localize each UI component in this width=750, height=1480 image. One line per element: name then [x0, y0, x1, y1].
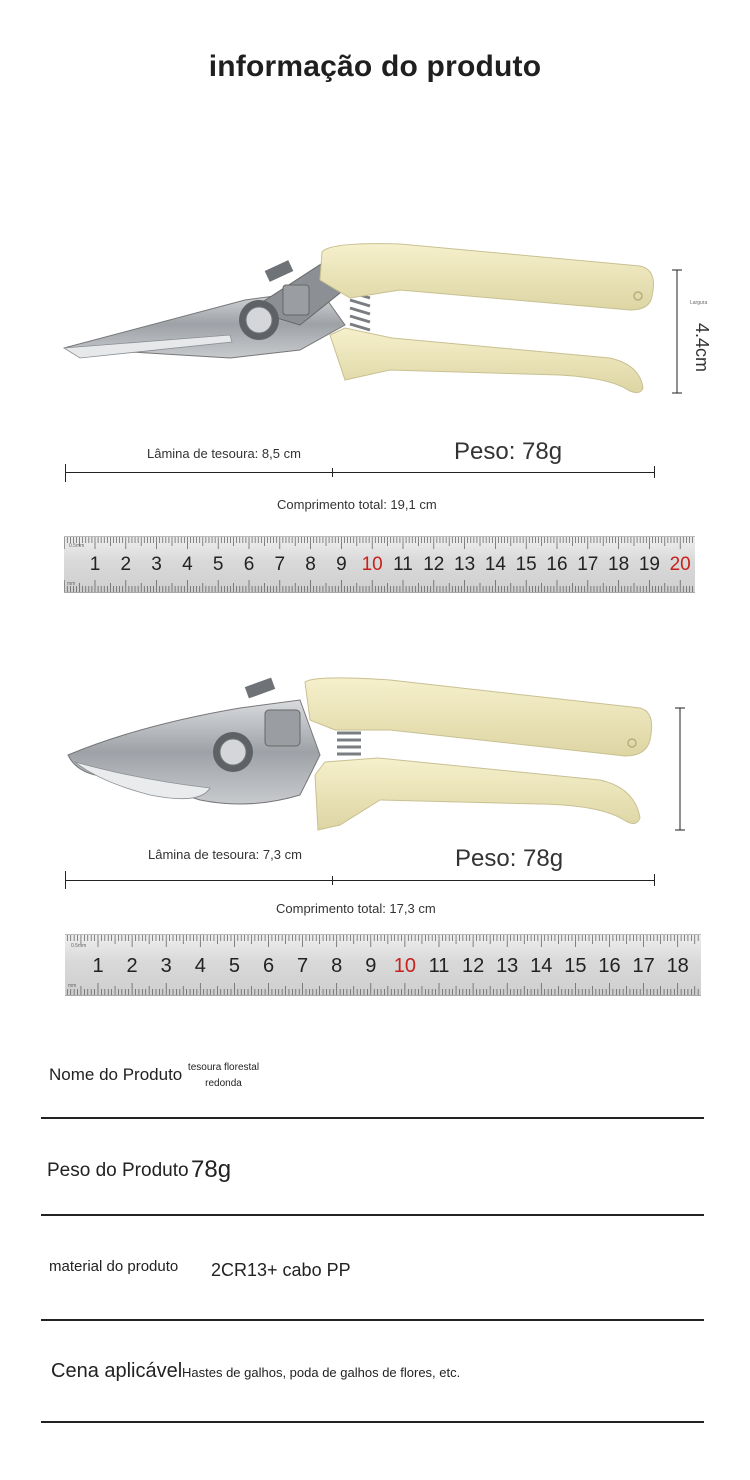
spec-row-name — [41, 1040, 704, 1118]
ruler-unit-label: 0.5mm — [71, 943, 87, 949]
spec-value: 78g — [191, 1156, 232, 1183]
shears-image-straight — [0, 230, 750, 410]
ruler-number: 2 — [126, 955, 138, 977]
spec-value: 2CR13+ cabo PP — [211, 1260, 351, 1280]
spec-row-material — [41, 1217, 704, 1320]
dimension-tick — [332, 876, 333, 885]
ruler-number: 14 — [530, 955, 553, 977]
spec-value-line: tesoura florestal — [187, 1062, 260, 1073]
ruler-number: 16 — [598, 955, 621, 977]
ruler-number: 12 — [461, 955, 485, 977]
ruler-number: 7 — [297, 955, 309, 977]
spec-value: Hastes de galhos, poda de galhos de flores, etc. — [182, 1365, 461, 1380]
spec-row-scene — [41, 1322, 704, 1422]
total-length-label: Comprimento total: 19,1 cm — [277, 497, 437, 512]
spec-key: material do produto — [49, 1258, 179, 1275]
table-divider — [41, 1214, 704, 1216]
dimension-tick — [654, 466, 655, 478]
ruler-number: 18 — [666, 955, 689, 977]
dimension-tick — [65, 464, 66, 482]
ruler-number: 13 — [496, 955, 519, 977]
ruler-number: 20 — [669, 554, 691, 575]
spec-key: Cena aplicável — [51, 1360, 183, 1382]
ruler-number: 6 — [262, 955, 275, 977]
length-dimension-line — [65, 880, 654, 881]
ruler-number: 11 — [393, 554, 413, 575]
page-title: informação do produto — [208, 50, 542, 83]
spec-value-line: redonda — [205, 1078, 242, 1089]
spec-value — [181, 1060, 266, 1092]
blade-length-label: Lâmina de tesoura: 7,3 cm — [148, 847, 302, 862]
total-length-label: Comprimento total: 17,3 cm — [276, 901, 436, 916]
width-label: 4.4cm — [692, 323, 712, 373]
dimension-tick — [65, 871, 66, 889]
ruler-number: 15 — [564, 955, 587, 977]
spec-key: Nome do Produto — [49, 1065, 183, 1084]
weight-label: Peso: 78g — [455, 845, 564, 872]
table-divider — [41, 1117, 704, 1119]
shears-image-curved — [0, 670, 750, 840]
ruler-number: 10 — [361, 554, 383, 575]
spec-row-weight — [41, 1120, 704, 1215]
ruler-number: 4 — [194, 955, 206, 977]
ruler-unit-label: 0.5mm — [69, 543, 85, 549]
ruler-number: 6 — [243, 554, 255, 575]
ruler — [65, 934, 701, 996]
blade-length-label: Lâmina de tesoura: 8,5 cm — [147, 446, 301, 461]
ruler-number: 19 — [638, 554, 660, 575]
ruler-number: 3 — [160, 955, 172, 977]
spec-key: Peso do Produto — [47, 1160, 189, 1181]
ruler-number: 8 — [331, 955, 343, 977]
ruler-number: 2 — [120, 554, 132, 575]
ruler-number: 16 — [546, 554, 568, 575]
width-tiny-label: Largura — [690, 300, 708, 306]
dimension-tick — [654, 874, 655, 886]
ruler-number: 4 — [182, 554, 193, 575]
ruler-number: 10 — [393, 955, 417, 977]
ruler-number: 15 — [515, 554, 537, 575]
ruler-number: 14 — [484, 554, 506, 575]
ruler-number: 17 — [577, 554, 599, 575]
ruler-number: 1 — [89, 554, 101, 575]
ruler-number: 9 — [336, 554, 347, 575]
ruler-number: 9 — [365, 955, 377, 977]
ruler-number: 8 — [305, 554, 316, 575]
table-divider — [41, 1421, 704, 1423]
ruler-mm-label: mm — [67, 581, 76, 587]
length-dimension-line — [65, 472, 654, 473]
weight-label: Peso: 78g — [454, 438, 563, 465]
ruler-number: 13 — [454, 554, 476, 575]
ruler-number: 3 — [151, 554, 162, 575]
table-divider — [41, 1319, 704, 1321]
ruler-number: 11 — [428, 955, 450, 977]
ruler-number: 18 — [608, 554, 630, 575]
dimension-tick — [332, 468, 333, 477]
straight-shears-illustration — [0, 230, 750, 410]
ruler-number: 17 — [632, 955, 655, 977]
ruler-number: 1 — [92, 955, 104, 977]
ruler-mm-label: mm — [68, 983, 77, 989]
ruler — [64, 536, 695, 593]
ruler-number: 5 — [212, 554, 224, 575]
ruler-number: 5 — [228, 955, 240, 977]
curved-pruner-illustration — [0, 670, 750, 840]
ruler-number: 7 — [274, 554, 286, 575]
ruler-number: 12 — [423, 554, 445, 575]
